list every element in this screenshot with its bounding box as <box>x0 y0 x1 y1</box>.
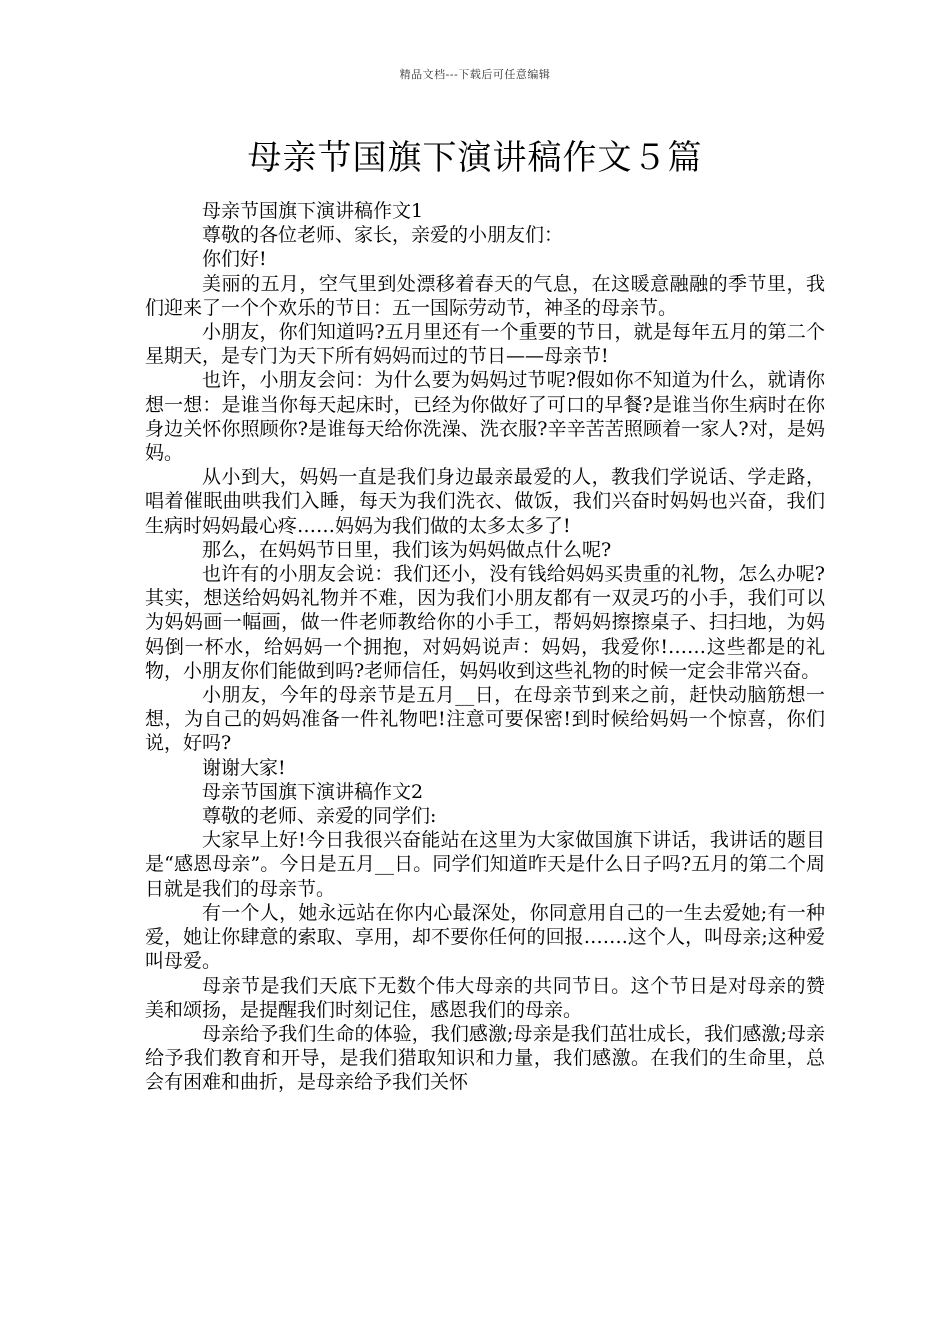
paragraph: 也许，小朋友会问：为什么要为妈妈过节呢?假如你不知道为什么，就请你想一想：是谁当你每天起床时，已经为你做好了可口的早餐?是谁当你生病时在你身边关怀你照顾你?是谁每天给你洗澡、洗衣服?辛辛苦苦照顾着一家人?对，是妈妈。 <box>145 369 825 465</box>
paragraph: 美丽的五月，空气里到处漂移着春天的气息，在这暖意融融的季节里，我们迎来了一个个欢乐的节日：五一国际劳动节，神圣的母亲节。 <box>145 272 825 319</box>
section-heading-1: 母亲节国旗下演讲稿作文1 <box>202 200 424 222</box>
paragraph: 也许有的小朋友会说：我们还小，没有钱给妈妈买贵重的礼物，怎么办呢?其实，想送给妈妈礼物并不难，因为我们小朋友都有一双灵巧的小手，我们可以为妈妈画一幅画，做一件老师教给你的小手工，帮妈妈擦擦桌子、扫扫地，为妈妈倒一杯水，给妈妈一个拥抱，对妈妈说声：妈妈，我爱你!……这些都是的礼物，小朋友你们能做到吗?老师信任，妈妈收到这些礼物的时候一定会非常兴奋。 <box>145 563 825 682</box>
paragraph: 母亲给予我们生命的体验，我们感激;母亲是我们茁壮成长，我们感激;母亲给予我们教育和开导，是我们猎取知识和力量，我们感激。在我们的生命里，总会有困难和曲折，是母亲给予我们关怀 <box>145 1022 825 1094</box>
paragraph: 母亲节是我们天底下无数个伟大母亲的共同节日。这个节日是对母亲的赞美和颂扬，是提醒我们时刻记住，感恩我们的母亲。 <box>145 974 825 1021</box>
paragraph: 小朋友，今年的母亲节是五月__日，在母亲节到来之前，赶快动脑筋想一想，为自己的妈妈准备一件礼物吧!注意可要保密!到时候给妈妈一个惊喜，你们说，好吗? <box>145 684 825 755</box>
paragraph: 大家早上好!今日我很兴奋能站在这里为大家做国旗下讲话，我讲话的题目是“感恩母亲”。今日是五月__日。同学们知道昨天是什么日子吗?五月的第二个周日就是我们的母亲节。 <box>145 829 825 900</box>
document-title: 母亲节国旗下演讲稿作文５篇 <box>247 138 703 178</box>
document-body <box>145 199 825 1095</box>
salutation: 尊敬的老师、亲爱的同学们: <box>202 805 437 828</box>
header-note: 精品文档---下载后可任意编辑 <box>399 68 551 81</box>
paragraph: 从小到大，妈妈一直是我们身边最亲最爱的人，教我们学说话、学走路，唱着催眠曲哄我们入睡，每天为我们洗衣、做饭，我们兴奋时妈妈也兴奋，我们生病时妈妈最心疼……妈妈为我们做的太多太多了! <box>145 466 825 537</box>
section-heading-2: 母亲节国旗下演讲稿作文2 <box>202 780 424 803</box>
paragraph: 那么，在妈妈节日里，我们该为妈妈做点什么呢? <box>202 538 612 561</box>
salutation: 尊敬的各位老师、家长，亲爱的小朋友们： <box>202 224 564 247</box>
greeting: 你们好! <box>202 248 267 271</box>
paragraph: 有一个人，她永远站在你内心最深处，你同意用自己的一生去爱她;有一种爱，她让你肆意的索取、享用，却不要你任何的回报…….这个人，叫母亲;这种爱叫母爱。 <box>145 901 825 973</box>
closing: 谢谢大家! <box>202 756 286 779</box>
paragraph: 小朋友，你们知道吗?五月里还有一个重要的节日，就是每年五月的第二个星期天，是专门为天下所有妈妈而过的节日——母亲节! <box>145 321 825 368</box>
